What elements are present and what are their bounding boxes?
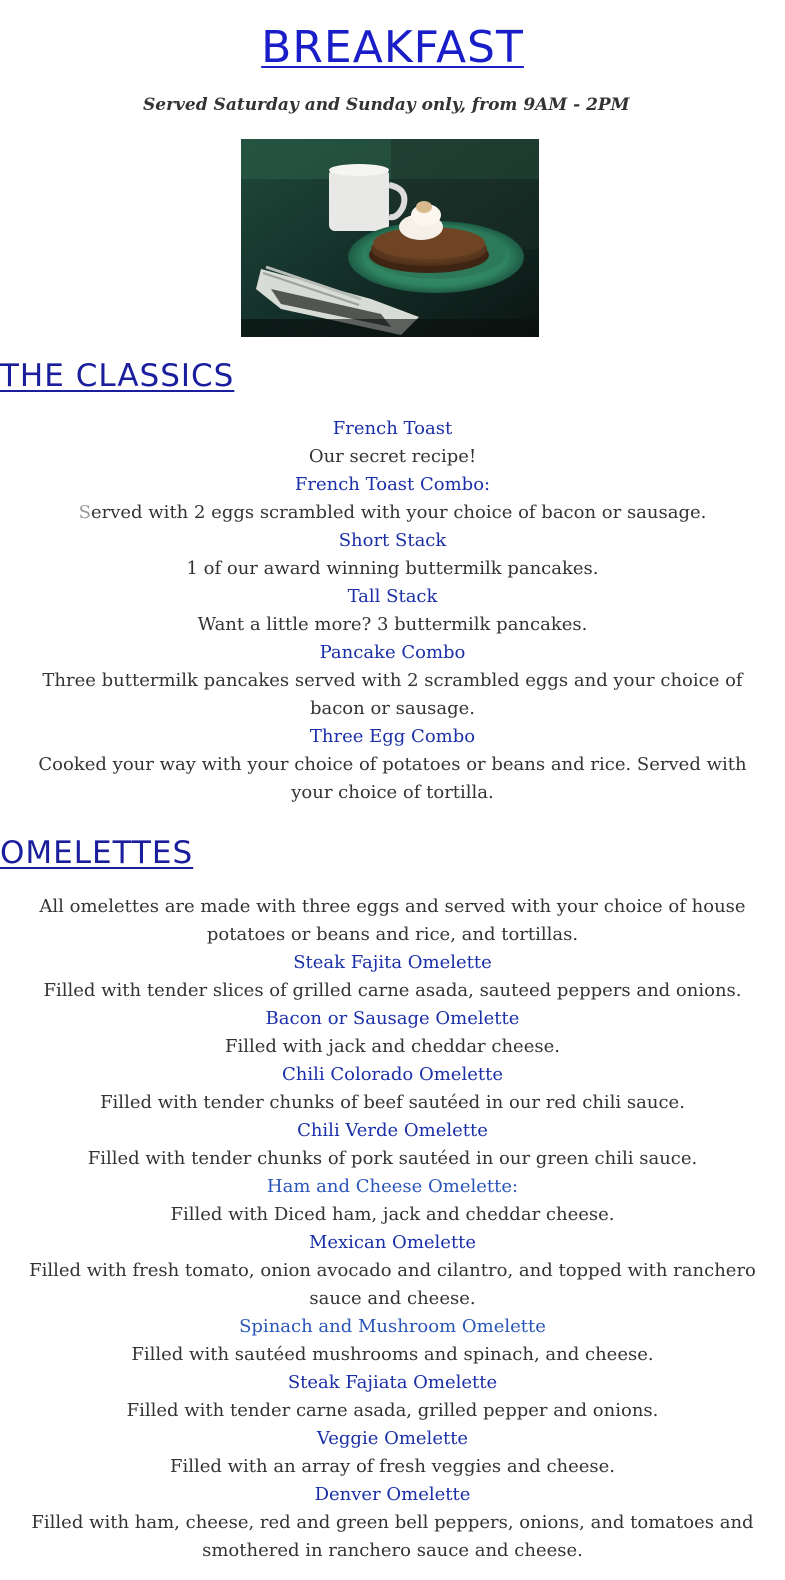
pancake-photo — [241, 139, 539, 337]
menu-item-name: Chili Verde Omelette — [297, 1120, 488, 1141]
menu-item-desc: Three buttermilk pancakes served with 2 scrambled eggs and your choice of bacon or sausage. — [42, 670, 743, 719]
menu-item-desc: Filled with an array of fresh veggies and cheese. — [169, 1456, 616, 1477]
menu-item-desc-first-letter: S — [78, 502, 91, 523]
menu-item-desc: Filled with Diced ham, jack and cheddar cheese. — [170, 1204, 615, 1225]
menu-item-name: Tall Stack — [347, 586, 438, 607]
omelettes-heading: OMELETTES — [0, 835, 194, 871]
menu-item-name: Steak Fajiata Omelette — [287, 1372, 498, 1393]
pancake-photo-image — [241, 139, 539, 337]
menu-item-desc: 1 of our award winning buttermilk pancakes. — [186, 558, 599, 579]
menu-item-name: Mexican Omelette — [308, 1232, 477, 1253]
menu-item-desc: Filled with tender chunks of pork sautéed in our green chili sauce. — [87, 1148, 698, 1169]
served-note: Served Saturday and Sunday only, from 9AM - 2PM — [143, 95, 630, 115]
menu-item-name: Denver Omelette — [314, 1484, 471, 1505]
menu-item-name: Short Stack — [338, 530, 447, 551]
menu-item-desc: Filled with tender slices of grilled carne asada, sauteed peppers and onions. — [43, 980, 742, 1001]
menu-item-desc: Filled with fresh tomato, onion avocado and cilantro, and topped with ranchero sauce and cheese. — [29, 1260, 756, 1309]
menu-item-desc — [20, 499, 765, 527]
menu-item-name: Bacon or Sausage Omelette — [265, 1008, 520, 1029]
omelettes-list — [20, 893, 765, 1565]
menu-item-desc: Want a little more? 3 buttermilk pancakes. — [197, 614, 588, 635]
page-title: BREAKFAST — [261, 22, 524, 73]
menu-item-name: Chili Colorado Omelette — [282, 1064, 503, 1085]
menu-item-name: Ham and Cheese Omelette: — [266, 1176, 519, 1197]
menu-item-name: Spinach and Mushroom Omelette — [239, 1316, 546, 1337]
menu-item-name: French Toast Combo: — [294, 474, 491, 495]
menu-item-desc: Cooked your way with your choice of potatoes or beans and rice. Served with your choice of tortilla. — [38, 754, 747, 803]
menu-item-desc: Filled with jack and cheddar cheese. — [225, 1036, 560, 1057]
classics-list — [20, 415, 765, 807]
menu-item-name: Pancake Combo — [319, 642, 466, 663]
menu-page — [0, 0, 785, 80]
menu-item-name: Three Egg Combo — [309, 726, 476, 747]
menu-item-desc: Filled with ham, cheese, red and green bell peppers, onions, and tomatoes and smothered in ranchero sauce and cheese. — [31, 1512, 754, 1561]
menu-item-desc: Our secret recipe! — [308, 446, 477, 467]
omelettes-intro: All omelettes are made with three eggs and served with your choice of house potatoes or beans and rice, and tortillas. — [39, 896, 746, 945]
menu-item-desc: Filled with tender carne asada, grilled pepper and onions. — [126, 1400, 659, 1421]
menu-item-desc: Filled with sautéed mushrooms and spinach, and cheese. — [131, 1344, 654, 1365]
menu-item-desc: Filled with tender chunks of beef sautéed in our red chili sauce. — [100, 1092, 685, 1113]
menu-item-name: Veggie Omelette — [316, 1428, 469, 1449]
menu-item-name: French Toast — [332, 418, 453, 439]
menu-item-desc-rest: erved with 2 eggs scrambled with your choice of bacon or sausage. — [90, 502, 707, 523]
menu-item-name: Steak Fajita Omelette — [293, 952, 492, 973]
classics-heading: THE CLASSICS — [0, 358, 235, 394]
